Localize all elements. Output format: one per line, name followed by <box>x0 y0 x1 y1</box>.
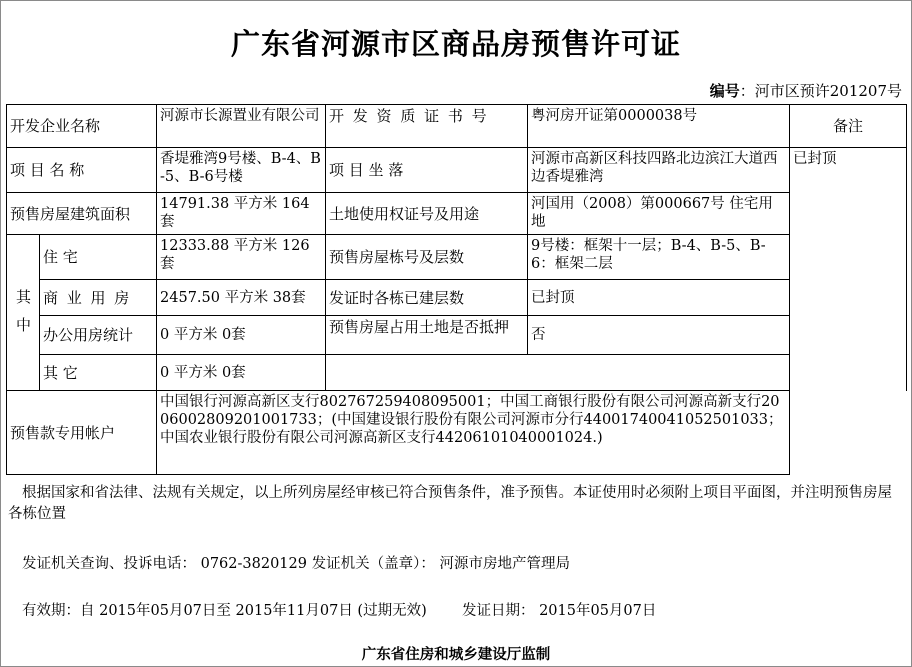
built-floors-value: 已封顶 <box>528 280 790 316</box>
document-title: 广东省河源市区商品房预售许可证 <box>230 27 681 61</box>
land-cert-label: 土地使用权证号及用途 <box>326 193 528 235</box>
certificate-number-value: ：河市区预许201207号 <box>739 82 902 100</box>
office-value: 0 平方米 0套 <box>157 316 326 355</box>
location-value: 河源市高新区科技四路北边滨江大道西边香堤雅湾 <box>528 148 790 193</box>
presale-area-value: 14791.38 平方米 164套 <box>157 193 326 235</box>
commercial-value: 2457.50 平方米 38套 <box>157 280 326 316</box>
built-floors-label: 发证时各栋已建层数 <box>326 280 528 316</box>
phone-value: 0762-3820129 <box>200 556 307 572</box>
residential-label: 住 宅 <box>40 235 157 280</box>
developer-label: 开发企业名称 <box>7 105 157 148</box>
certificate-number-label: 编号 <box>709 82 740 100</box>
footer-supervisor: 广东省住房和城乡建设厅监制 <box>361 647 551 663</box>
building-floors-value: 9号楼：框架十一层；B-4、B-5、B-6：框架二层 <box>528 235 790 280</box>
residential-value: 12333.88 平方米 126套 <box>157 235 326 280</box>
project-name-value: 香堤雅湾9号楼、B-4、B-5、B-6号楼 <box>157 148 326 193</box>
of-which-label: 其 中 <box>7 235 40 391</box>
other-label: 其 它 <box>40 355 157 391</box>
issue-date-label: 发证日期： <box>461 603 535 619</box>
approval-statement: 根据国家和省法律、法规有关规定，以上所列房屋经审核已符合预售条件，准予预售。本证使用时必须附上项目平面图，并注明预售房屋各栋位置 <box>8 485 892 522</box>
land-cert-value: 河国用（2008）第000667号 住宅用地 <box>528 193 790 235</box>
validity-line <box>22 599 656 620</box>
account-label: 预售款专用帐户 <box>7 391 157 475</box>
developer-value: 河源市长源置业有限公司 <box>157 105 326 148</box>
issue-date-value: 2015年05月07日 <box>539 603 657 619</box>
qualification-value: 粤河房开证第0000038号 <box>528 105 790 148</box>
building-floors-label: 预售房屋栋号及层数 <box>326 235 528 280</box>
mortgage-label: 预售房屋占用土地是否抵押 <box>326 316 528 355</box>
account-value: 中国银行河源高新区支行802767259408095001；中国工商银行股份有限公司河源高新支行2006002809201001733；(中国建设银行股份有限公司河源市分行44001740041052501033；中国农业银行股份有限公司河源高新区支行44206101040001024.) <box>157 391 790 475</box>
valid-label: 有效期： <box>22 603 80 619</box>
other-value: 0 平方米 0套 <box>157 355 326 391</box>
authority-label: 发证机关（盖章）： <box>311 556 435 572</box>
valid-value: 自 2015年05月07日至 2015年11月07日 (过期无效) <box>80 603 427 619</box>
location-label: 项 目 坐 落 <box>326 148 528 193</box>
commercial-label: 商 业 用 房 <box>40 280 157 316</box>
account-blank <box>790 391 907 475</box>
mortgage-value: 否 <box>528 316 790 355</box>
remarks-value: 已封顶 <box>790 148 907 391</box>
office-label: 办公用房统计 <box>40 316 157 355</box>
qualification-label: 开 发 资 质 证 书 号 <box>326 105 528 148</box>
remarks-label: 备注 <box>790 105 907 148</box>
permit-table <box>6 104 907 475</box>
certificate-number <box>710 80 902 101</box>
empty-cell <box>326 355 907 391</box>
contact-line <box>22 552 570 573</box>
presale-area-label: 预售房屋建筑面积 <box>7 193 157 235</box>
phone-label: 发证机关查询、投诉电话： <box>22 556 196 572</box>
authority-value: 河源市房地产管理局 <box>439 556 570 572</box>
project-name-label: 项 目 名 称 <box>7 148 157 193</box>
